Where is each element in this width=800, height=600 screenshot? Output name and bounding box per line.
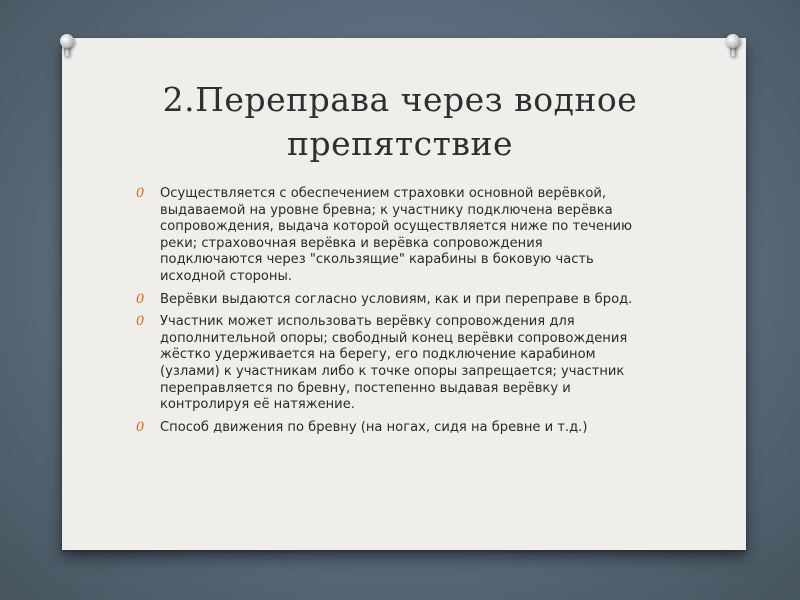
- bullet-marker-icon: 0: [136, 291, 145, 307]
- bullet-text: Верёвки выдаются согласно условиям, как и при переправе в брод.: [160, 291, 633, 307]
- bullet-item: [136, 420, 648, 437]
- bullet-marker-icon: 0: [136, 186, 145, 201]
- pushpin-left-icon: [60, 34, 74, 56]
- bullet-marker-icon: 0: [136, 314, 145, 330]
- bullet-text: Способ движения по бревну (на ногах, сидя на бревне и т.д.): [160, 419, 588, 435]
- bullet-marker-icon: 0: [136, 419, 145, 435]
- pushpin-right-icon: [726, 34, 740, 56]
- bullet-item: [136, 314, 648, 414]
- bullet-item: [136, 292, 648, 309]
- bullet-text: Осуществляется с обеспечением страховки основной верёвкой, выдаваемой на уровне бревна; к участнику подключена верёвка сопровождения, выдача которой осуществляется ниже по течению реки; страховочная верёвка и верёвка сопровождения подключаются через "скользящие" карабины в боковую часть исходной стороны.: [160, 186, 633, 284]
- bullet-list: [136, 186, 648, 442]
- bullet-item: [136, 186, 648, 286]
- bullet-text: Участник может использовать верёвку сопровождения для дополнительной опоры; свободный конец верёвки сопровождения жёстко удерживается на берегу, его подключение карабином (узлами) к участникам либо к точке опоры запрещается; участник переправляется по бревну, постепенно выдавая верёвку и контролируя её натяжение.: [160, 314, 628, 413]
- slide-title: 2.Переправа через водное препятствие: [162, 80, 638, 163]
